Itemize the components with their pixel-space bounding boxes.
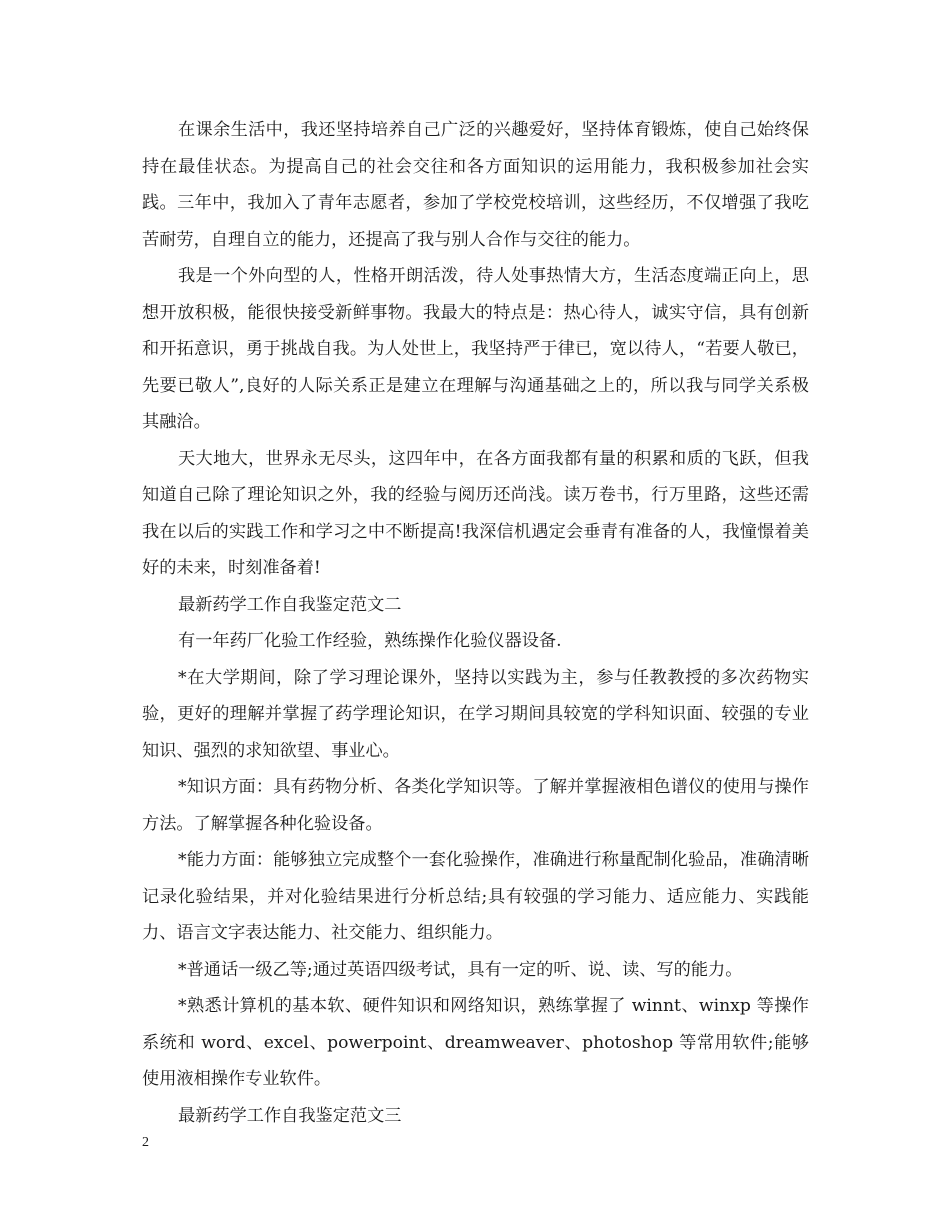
paragraph-personality: 我是一个外向型的人，性格开朗活泼，待人处事热情大方，生活态度端正向上，思想开放积极，能很快接受新鲜事物。我最大的特点是：热心待人，诚实守信，具有创新和开拓意识，勇于挑战自我。为人处世上，我坚持严于律已，宽以待人，“若要人敬已，先要已敬人”,良好的人际关系正是建立在理解与沟通基础之上的，所以我与同学关系极其融洽。 — [142, 266, 809, 432]
paragraph-university: *在大学期间，除了学习理论课外，坚持以实践为主，参与任教教授的多次药物实验，更好的理解并掌握了药学理论知识，在学习期间具较宽的学科知识面、较强的专业知识、强烈的求知欲望、事业心。 — [142, 667, 809, 761]
paragraph-computer-skills: *熟悉计算机的基本软、硬件知识和网络知识，熟练掌握了 winnt、winxp 等操作系统和 word、excel、powerpoint、dreamweaver、photoshop 等常用软件;能够使用液相操作专业软件。 — [142, 996, 809, 1089]
paragraph-knowledge: *知识方面：具有药物分析、各类化学知识等。了解并掌握液相色谱仪的使用与操作方法。了解掌握各种化验设备。 — [142, 777, 809, 834]
paragraph-outlook: 天大地大，世界永无尽头，这四年中，在各方面我都有量的积累和质的飞跃，但我知道自己除了理论知识之外，我的经验与阅历还尚浅。读万卷书，行万里路，这些还需我在以后的实践工作和学习之中不断提高!我深信机遇定会垂青有准备的人，我憧憬着美好的未来，时刻准备着! — [142, 448, 809, 578]
document-body — [142, 112, 809, 1134]
paragraph-language: *普通话一级乙等;通过英语四级考试，具有一定的听、说、读、写的能力。 — [178, 959, 743, 980]
section-heading-sample-three: 最新药学工作自我鉴定范文三 — [178, 1105, 402, 1126]
section-heading-sample-two: 最新药学工作自我鉴定范文二 — [178, 594, 402, 615]
paragraph-extracurricular: 在课余生活中，我还坚持培养自己广泛的兴趣爱好，坚持体育锻炼，使自己始终保持在最佳状态。为提高自己的社会交往和各方面知识的运用能力，我积极参加社会实践。三年中，我加入了青年志愿者，参加了学校党校培训，这些经历，不仅增强了我吃苦耐劳，自理自立的能力，还提高了我与别人合作与交往的能力。 — [142, 120, 809, 250]
page-number: 2 — [142, 1135, 149, 1150]
paragraph-work-experience: 有一年药厂化验工作经验，熟练操作化验仪器设备. — [178, 631, 562, 651]
paragraph-ability: *能力方面：能够独立完成整个一套化验操作，准确进行称量配制化验品，准确清晰记录化验结果，并对化验结果进行分析总结;具有较强的学习能力、适应能力、实践能力、语言文字表达能力、社交能力、组织能力。 — [142, 850, 809, 943]
